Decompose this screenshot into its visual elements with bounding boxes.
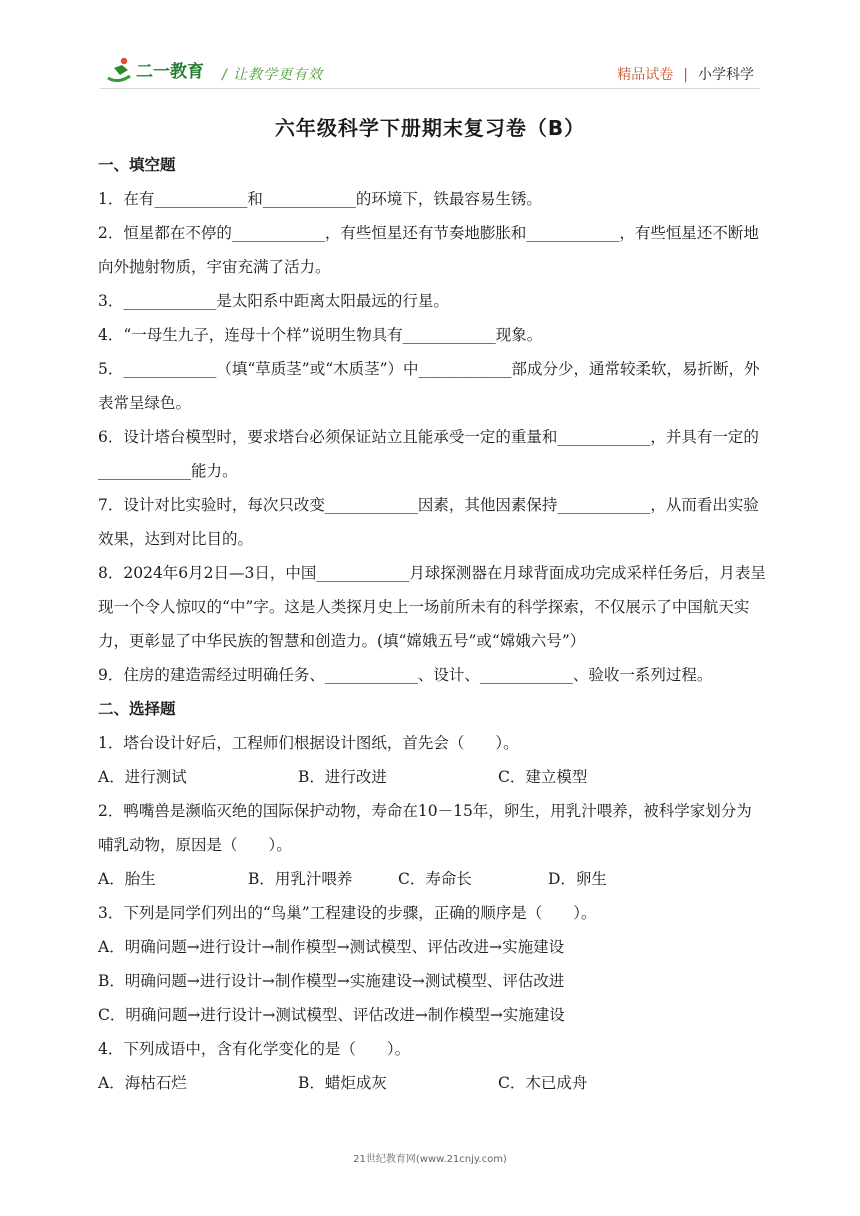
- choice-option: C．木已成舟: [498, 1074, 588, 1092]
- choice-option: D．卵生: [548, 870, 607, 888]
- fill-question: 4．“一母生九子，连母十个样”说明生物具有____________现象。: [98, 326, 543, 344]
- choice-option: B．进行改进: [298, 768, 387, 786]
- header-divider: [100, 88, 760, 89]
- section-heading: 一、填空题: [98, 156, 176, 174]
- header-tags: [617, 64, 754, 84]
- section-heading: 二、选择题: [98, 700, 176, 718]
- fill-question: 8．2024年6月2日—3日，中国____________月球探测器在月球背面成功完成采样任务后，月表呈现一个令人惊叹的“中”字。这是人类探月史上一场前所未有的科学探索，不仅展示了中国航天实力，更彰显了中华民族的智慧和创造力。(填“嫦娥五号”或“嫦娥六号”）: [98, 564, 766, 650]
- logo: [104, 54, 224, 86]
- choice-option: A．进行测试: [98, 768, 187, 786]
- fill-question: 3．____________是太阳系中距离太阳最远的行星。: [98, 292, 449, 310]
- choice-option: C．建立模型: [498, 768, 588, 786]
- fill-question: 1．在有____________和____________的环境下，铁最容易生锈。: [98, 190, 542, 208]
- page-header: [100, 52, 760, 92]
- fill-question: 2．恒星都在不停的____________，有些恒星还有节奏地膨胀和____________，有些恒星还不断地向外抛射物质，宇宙充满了活力。: [98, 224, 759, 276]
- logo-text: 二一教育: [136, 62, 204, 82]
- fill-question: 5．____________（填“草质茎”或“木质茎”）中____________部成分少，通常较柔软，易折断，外表常呈绿色。: [98, 360, 760, 412]
- header-tag: 精品试卷: [617, 67, 674, 83]
- exam-content: [98, 148, 766, 1100]
- choice-options: [98, 760, 766, 794]
- choice-question-stem: 2．鸭嘴兽是濒临灭绝的国际保护动物，寿命在10－15年，卵生，用乳汁喂养，被科学家划分为哺乳动物，原因是（ ）。: [98, 802, 752, 854]
- choice-option: A．明确问题→进行设计→制作模型→测试模型、评估改进→实施建设: [98, 938, 565, 956]
- choice-question-stem: 3．下列是同学们列出的“鸟巢”工程建设的步骤，正确的顺序是（ ）。: [98, 904, 597, 922]
- choice-question-stem: 4．下列成语中，含有化学变化的是（ ）。: [98, 1040, 411, 1058]
- choice-option: C．寿命长: [398, 870, 472, 888]
- header-subject: 小学科学: [698, 67, 754, 83]
- choice-option: A．胎生: [98, 870, 156, 888]
- slogan: / 让教学更有效: [222, 67, 324, 83]
- page-title: 六年级科学下册期末复习卷（B）: [274, 116, 586, 140]
- choice-option: B．用乳汁喂养: [248, 870, 353, 888]
- choice-option: B．蜡炬成灰: [298, 1074, 387, 1092]
- header-separator: |: [683, 67, 688, 83]
- choice-option: C．明确问题→进行设计→测试模型、评估改进→制作模型→实施建设: [98, 1006, 565, 1024]
- choice-option: B．明确问题→进行设计→制作模型→实施建设→测试模型、评估改进: [98, 972, 565, 990]
- choice-options: [98, 1066, 766, 1100]
- choice-options: [98, 862, 766, 896]
- choice-option: A．海枯石烂: [98, 1074, 187, 1092]
- fill-question: 6．设计塔台模型时，要求塔台必须保证站立且能承受一定的重量和____________，并具有一定的____________能力。: [98, 428, 759, 480]
- page-footer: 21世纪教育网(www.21cnjy.com): [353, 1154, 507, 1165]
- fill-question: 7．设计对比实验时，每次只改变____________因素，其他因素保持____________，从而看出实验效果，达到对比目的。: [98, 496, 759, 548]
- choice-question-stem: 1．塔台设计好后，工程师们根据设计图纸，首先会（ ）。: [98, 734, 519, 752]
- fill-question: 9．住房的建造需经过明确任务、____________、设计、____________、验收一系列过程。: [98, 666, 713, 684]
